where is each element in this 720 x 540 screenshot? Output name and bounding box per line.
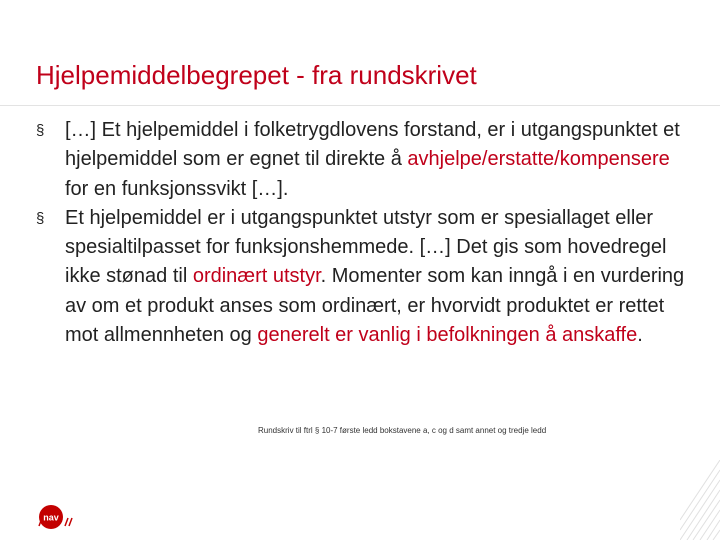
highlighted-text: generelt er vanlig i befolkningen å anskaffe: [257, 324, 638, 347]
bullet-item: [36, 204, 696, 350]
highlighted-text: avhjelpe/erstatte/kompensere: [407, 148, 670, 171]
logo-text: nav: [43, 512, 59, 523]
bullet-marker-icon: [36, 204, 44, 233]
bullet-text: for en funksjonssvikt […].: [65, 177, 289, 200]
bullet-item: [36, 116, 696, 204]
title-divider: [0, 105, 720, 106]
corner-hatch-decoration: [680, 460, 720, 540]
nav-logo-icon: [38, 504, 78, 530]
highlighted-text: ordinært utstyr: [192, 265, 321, 288]
bullet-text: . Momenter som kan inngå i en vurdering av om et produkt anses som ordinært, er hvorvidt produktet er rettet mot allmennheten og: [65, 265, 685, 347]
slide-content: [36, 116, 696, 350]
source-note: Rundskriv til ftrl § 10-7 første ledd bokstavene a, c og d samt annet og tredje ledd: [258, 426, 547, 435]
bullet-text: .: [637, 324, 643, 347]
bullet-list: [36, 116, 696, 350]
slide-title: Hjelpemiddelbegrepet - fra rundskrivet: [36, 60, 477, 90]
bullet-text: Et hjelpemiddel er i utgangspunktet utstyr som er spesiallaget eller spesialtilpasset for funksjonshemmede. […] Det gis som hovedregel ikke stønad til: [65, 206, 667, 288]
bullet-text: […] Et hjelpemiddel i folketrygdlovens forstand, er i utgangspunktet et hjelpemiddel som er egnet til direkte å: [65, 119, 680, 171]
bullet-marker-icon: [36, 116, 44, 145]
